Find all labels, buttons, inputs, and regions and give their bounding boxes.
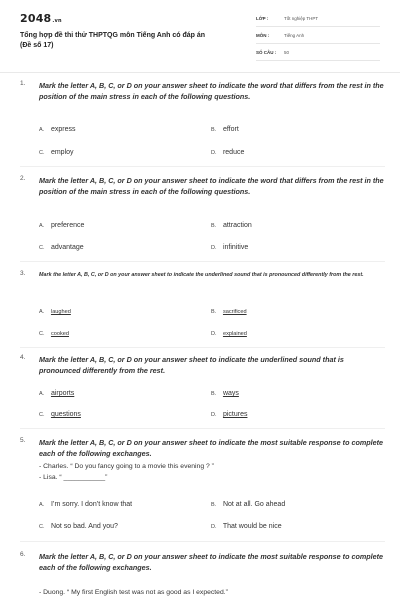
document-title-line1: Tổng hợp đề thi thử THPTQG môn Tiếng Anh có đáp án	[20, 32, 206, 39]
option-letter: D.	[211, 245, 217, 251]
option-value: express	[50, 126, 76, 133]
meta-subject-row	[256, 31, 380, 44]
option-value: Not so bad. And you?	[50, 523, 118, 530]
option-d[interactable]	[211, 523, 282, 530]
option-letter: A.	[39, 391, 45, 397]
question-number: 5.	[20, 437, 26, 444]
option-letter: D.	[211, 150, 217, 156]
option-c[interactable]	[39, 149, 74, 156]
option-value: airports	[50, 390, 75, 397]
dialog-line: - Duong. “ My first English test was not as good as I expected.”	[39, 589, 228, 596]
option-value: ways	[222, 390, 239, 397]
option-a[interactable]	[39, 126, 75, 133]
option-value: infinitive	[222, 244, 249, 251]
option-c[interactable]	[39, 411, 81, 418]
meta-value: Tiếng Anh	[284, 33, 305, 38]
question-text: Mark the letter A, B, C, or D on your answer sheet to indicate the underlined sound that is pronounced differently from the rest.	[39, 272, 364, 278]
option-a[interactable]	[39, 308, 71, 315]
option-a[interactable]	[39, 390, 74, 397]
question-number: 3.	[20, 270, 26, 277]
option-value: sacrificed	[222, 309, 247, 315]
document-title-line2: (Đề số 17)	[20, 42, 54, 49]
question-text: Mark the letter A, B, C, or D on your answer sheet to indicate the most suitable response to complete each of the following exchanges.	[39, 438, 384, 458]
site-logo[interactable]: 2048.vn	[20, 12, 62, 25]
question-text: Mark the letter A, B, C, or D on your answer sheet to indicate the word that differs from the rest in the position of the main stress in each of the following questions.	[39, 81, 384, 101]
option-value: Not at all. Go ahead	[222, 501, 286, 508]
option-letter: C.	[39, 412, 45, 418]
option-letter: B.	[211, 127, 217, 133]
meta-label: SỐ CÂU :	[256, 50, 277, 55]
option-letter: C.	[39, 331, 45, 337]
option-value: questions	[50, 411, 81, 418]
question-divider	[20, 541, 385, 542]
option-letter: A.	[39, 127, 45, 133]
option-letter: B.	[211, 391, 217, 397]
question-text: Mark the letter A, B, C, or D on your answer sheet to indicate the most suitable response to complete each of the following exchanges.	[39, 552, 384, 572]
option-d[interactable]	[211, 244, 248, 251]
option-c[interactable]	[39, 244, 84, 251]
option-letter: D.	[211, 524, 217, 530]
option-letter: A.	[39, 309, 45, 315]
option-b[interactable]	[211, 501, 285, 508]
question-number: 6.	[20, 551, 26, 558]
option-letter: A.	[39, 502, 45, 508]
option-b[interactable]	[211, 308, 247, 315]
option-value: reduce	[222, 149, 245, 156]
option-value: explained	[222, 331, 247, 337]
question-divider	[20, 347, 385, 348]
meta-label: MÔN :	[256, 33, 270, 38]
question-divider	[20, 428, 385, 429]
option-letter: B.	[211, 309, 217, 315]
option-d[interactable]	[211, 149, 244, 156]
option-a[interactable]	[39, 501, 132, 508]
meta-value: Tốt nghiệp THPT	[284, 16, 319, 21]
question-number: 2.	[20, 175, 26, 182]
option-value: That would be nice	[222, 523, 282, 530]
document-meta	[256, 14, 380, 65]
option-value: laughed	[50, 309, 71, 315]
option-value: attraction	[222, 222, 252, 229]
meta-value: 50	[284, 50, 290, 55]
question-text: Mark the letter A, B, C, or D on your answer sheet to indicate the word that differs from the rest in the position of the main stress in each of the following questions.	[39, 176, 384, 196]
option-d[interactable]	[211, 330, 247, 337]
dialog-line: - Charles. “ Do you fancy going to a movie this evening ? ”	[39, 463, 214, 470]
option-letter: C.	[39, 150, 45, 156]
option-c[interactable]	[39, 330, 69, 337]
option-b[interactable]	[211, 390, 239, 397]
option-value: I’m sorry. I don’t know that	[50, 501, 133, 508]
option-b[interactable]	[211, 222, 252, 229]
meta-count-row	[256, 48, 380, 61]
option-value: advantage	[50, 244, 84, 251]
question-number: 1.	[20, 80, 26, 87]
option-letter: C.	[39, 245, 45, 251]
option-letter: D.	[211, 412, 217, 418]
option-value: effort	[222, 126, 239, 133]
option-letter: D.	[211, 331, 217, 337]
option-letter: B.	[211, 223, 217, 229]
document-title	[20, 31, 240, 51]
option-value: employ	[50, 149, 74, 156]
dialog-line: - Lisa. “ ___________”	[39, 474, 108, 481]
meta-label: LỚP :	[256, 16, 269, 21]
option-a[interactable]	[39, 222, 84, 229]
page-header	[0, 0, 400, 70]
meta-class-row	[256, 14, 380, 27]
question-divider	[20, 261, 385, 262]
question-number: 4.	[20, 354, 26, 361]
option-value: pictures	[222, 411, 248, 418]
option-d[interactable]	[211, 411, 247, 418]
option-letter: B.	[211, 502, 217, 508]
option-value: cooked	[50, 331, 69, 337]
question-text: Mark the letter A, B, C, or D on your answer sheet to indicate the underlined sound that is pronounced differently from the rest.	[39, 355, 344, 375]
header-divider	[0, 72, 400, 73]
option-letter: C.	[39, 524, 45, 530]
question-divider	[20, 166, 385, 167]
option-c[interactable]	[39, 523, 118, 530]
option-b[interactable]	[211, 126, 239, 133]
option-value: preference	[50, 222, 85, 229]
option-letter: A.	[39, 223, 45, 229]
